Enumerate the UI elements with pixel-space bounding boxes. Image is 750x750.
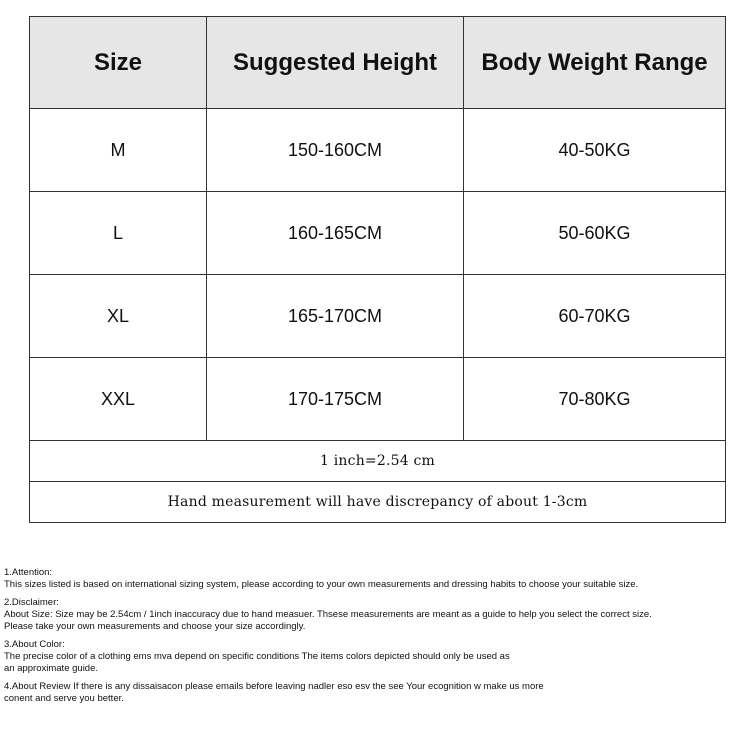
table-row [30,192,726,275]
note-text: This sizes listed is based on international sizing system, please according to your own measurements and dressing habits to choose your suitable size. [4,579,639,590]
note-attention [4,567,748,591]
size-cell: XL [30,275,207,358]
size-cell: M [30,109,207,192]
size-cell: L [30,192,207,275]
size-chart-table [29,16,726,523]
note-text: About Size: Size may be 2.54cm / 1inch inaccuracy due to hand measuer. Thsese measurements are meant as a guide to help you select the correct size. [4,609,652,620]
note-text: an approximate guide. [4,663,99,674]
table-row [30,109,726,192]
size-notes [4,567,748,711]
header-size: Size [30,17,207,109]
discrepancy-note-row [30,482,726,523]
height-cell: 150-160CM [207,109,464,192]
height-cell: 170-175CM [207,358,464,441]
size-cell: XXL [30,358,207,441]
weight-cell: 50-60KG [464,192,726,275]
note-about-color [4,639,748,675]
note-title: 3.About Color: [4,639,65,650]
weight-cell: 70-80KG [464,358,726,441]
note-text: 4.About Review If there is any dissaisacon please emails before leaving nadler eso esv the see Your ecognition w make us more [4,681,544,692]
header-suggested-height: Suggested Height [207,17,464,109]
table-row [30,275,726,358]
height-cell: 165-170CM [207,275,464,358]
height-cell: 160-165CM [207,192,464,275]
note-text: conent and serve you better. [4,693,124,704]
conversion-note-row [30,441,726,482]
weight-cell: 40-50KG [464,109,726,192]
conversion-note: 1 inch=2.54 cm [30,441,726,482]
weight-cell: 60-70KG [464,275,726,358]
note-text: The precise color of a clothing ems mva depend on specific conditions The items colors depicted should only be used as [4,651,510,662]
note-about-review [4,681,748,705]
note-title: 2.Disclaimer: [4,597,59,608]
table-row [30,358,726,441]
header-body-weight-range: Body Weight Range [464,17,726,109]
note-title: 1.Attention: [4,567,53,578]
discrepancy-note: Hand measurement will have discrepancy of about 1-3cm [30,482,726,523]
note-disclaimer [4,597,748,633]
note-text: Please take your own measurements and choose your size accordingly. [4,621,306,632]
table-header-row [30,17,726,109]
